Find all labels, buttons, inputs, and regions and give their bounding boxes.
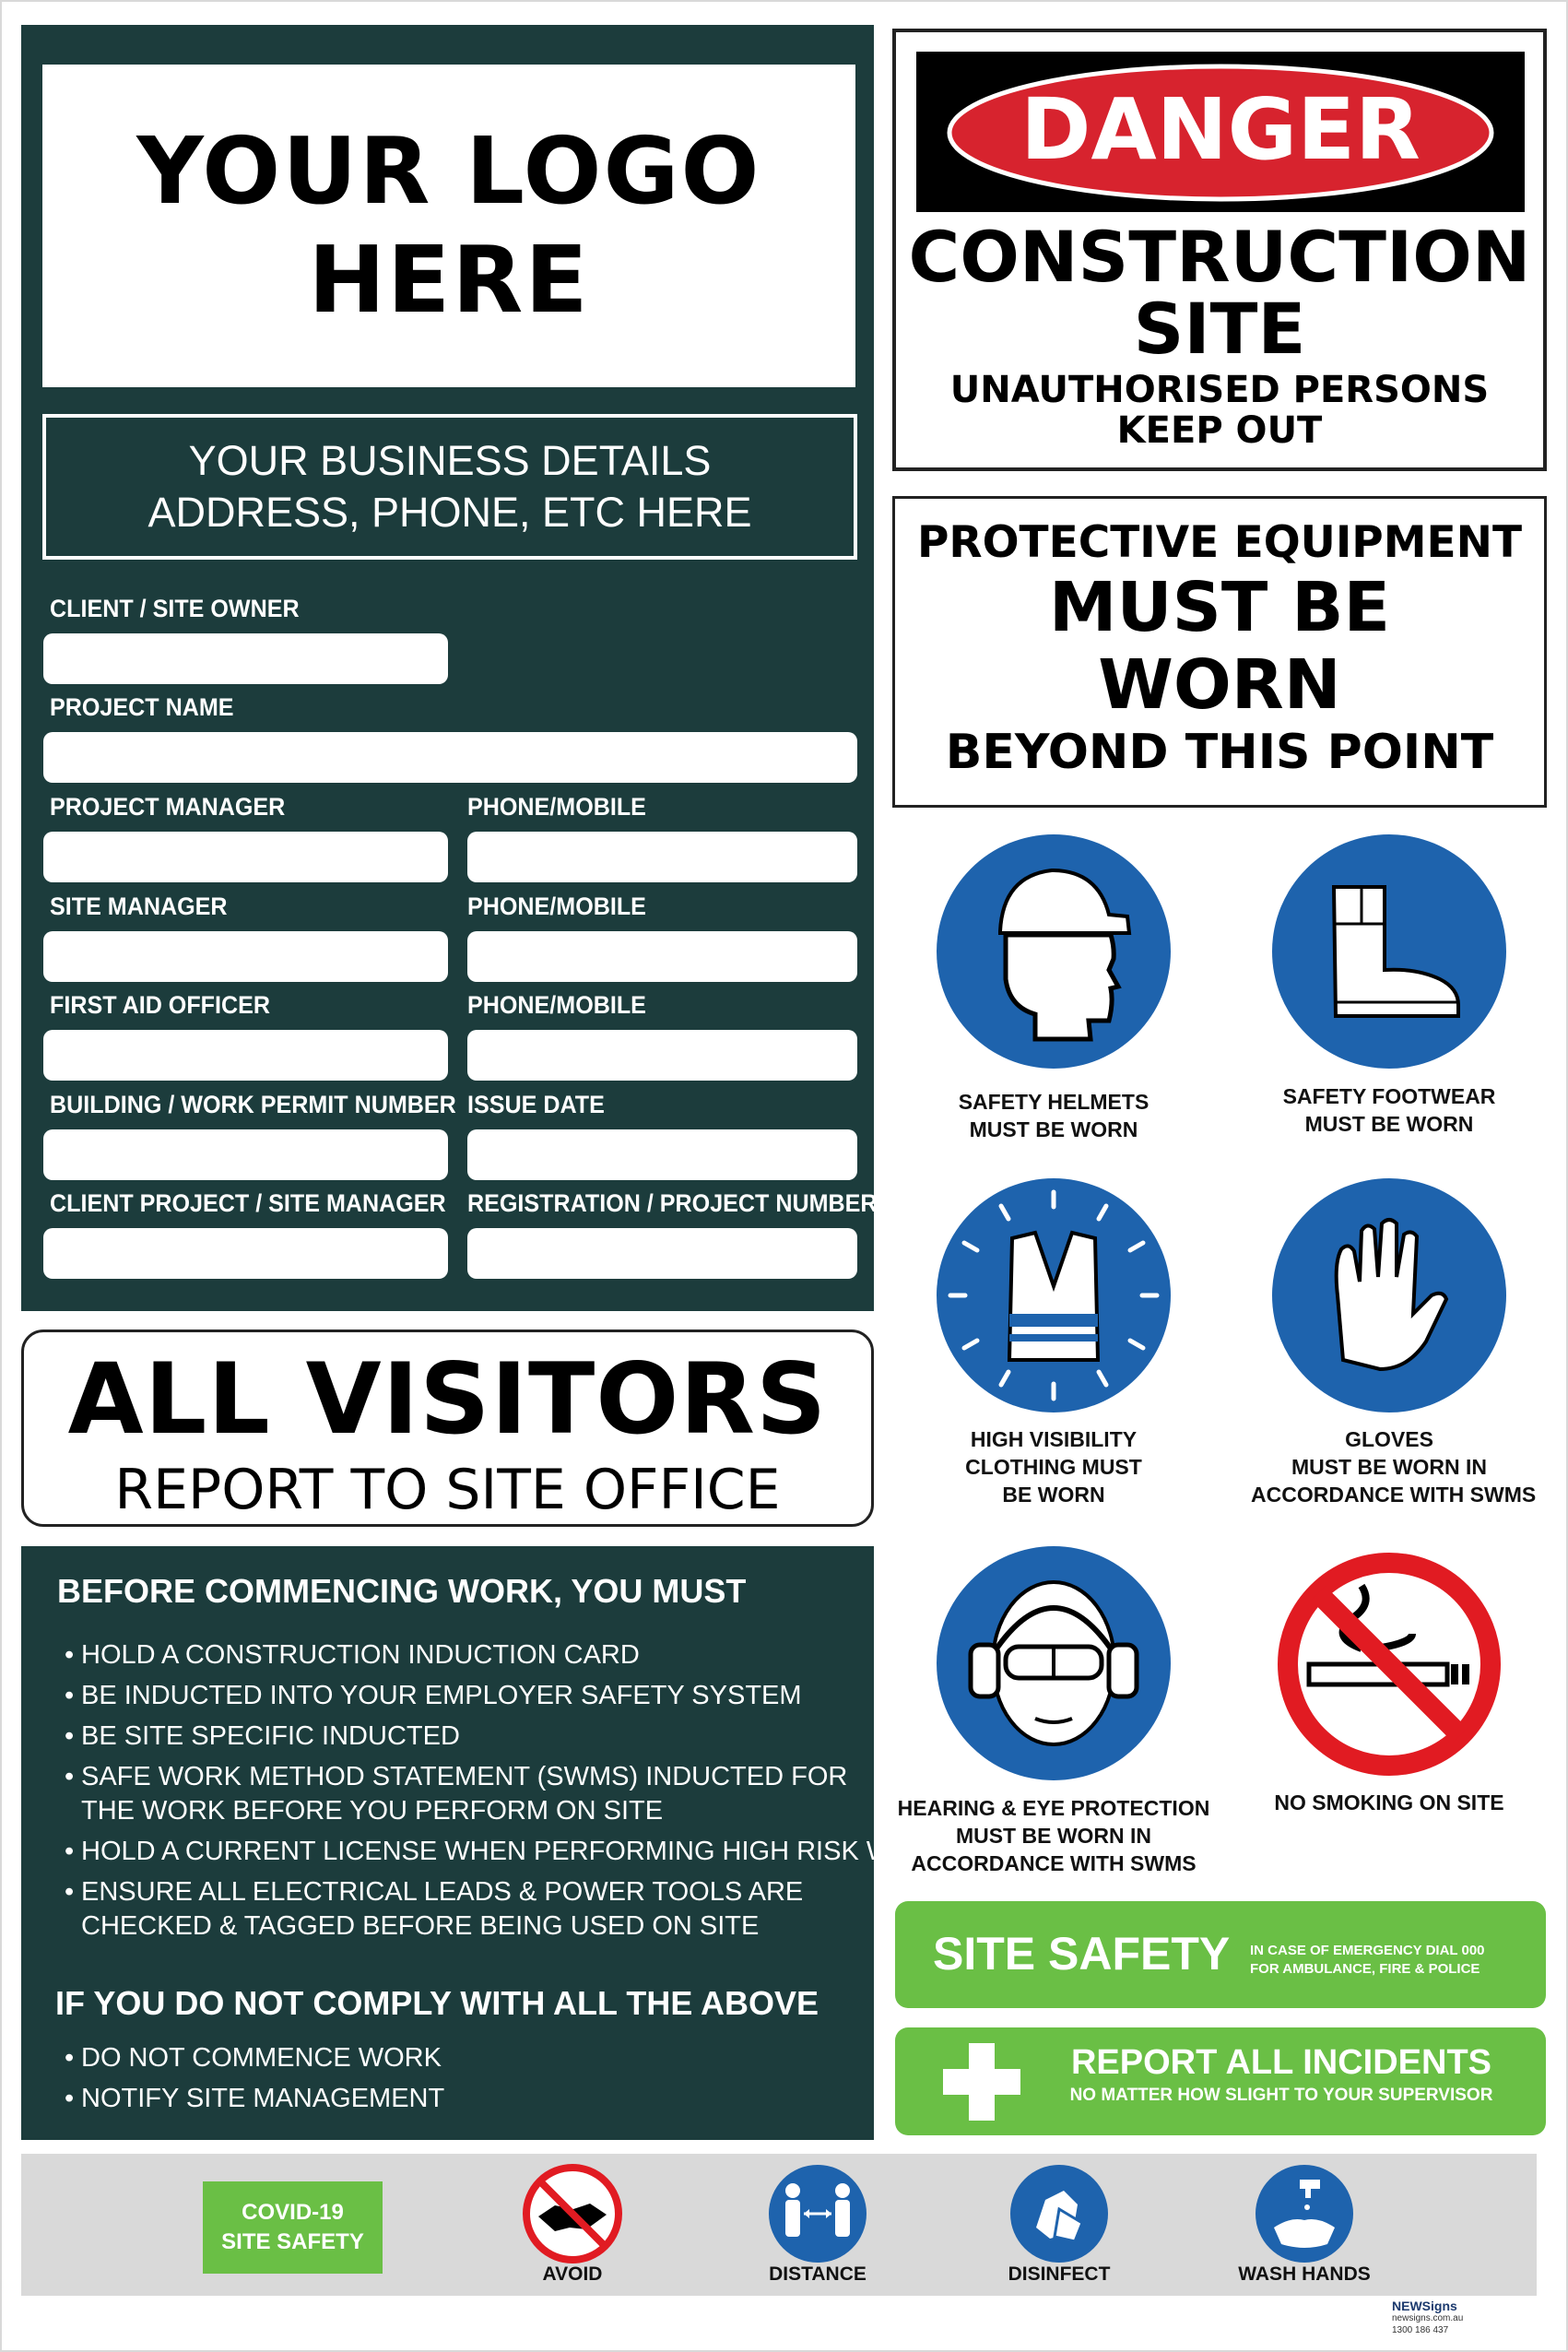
avoid-handshake-icon xyxy=(522,2163,623,2264)
first-aid-officer-field[interactable] xyxy=(43,1030,448,1081)
logo-placeholder xyxy=(42,65,855,387)
gloves-caption: GLOVES MUST BE WORN IN ACCORDANCE WITH SWMS xyxy=(1251,1427,1537,1507)
business-line-2: ADDRESS, PHONE, ETC HERE xyxy=(147,489,752,536)
visitors-subtitle: REPORT TO SITE OFFICE xyxy=(114,1458,781,1522)
list-item: • ENSURE ALL ELECTRICAL LEADS & POWER TOOLS ARE xyxy=(65,1877,804,1907)
hearing-eye-protection-icon xyxy=(934,1543,1173,1783)
ppe-line-2: MUST BE xyxy=(1048,568,1391,647)
issue-date-label: ISSUE DATE xyxy=(467,1091,605,1118)
site-manager-phone-label: PHONE/MOBILE xyxy=(467,892,646,920)
site-manager-phone-field[interactable] xyxy=(467,931,857,982)
list-item: • HOLD A CURRENT LICENSE WHEN PERFORMING HIGH RISK WORK xyxy=(65,1837,950,1866)
registration-number-field[interactable] xyxy=(467,1228,857,1279)
comply-heading: IF YOU DO NOT COMPLY WITH ALL THE ABOVE xyxy=(55,1984,819,2022)
brand-url: newsigns.com.au xyxy=(1392,2313,1464,2323)
helmet-caption: SAFETY HELMETS MUST BE WORN xyxy=(958,1090,1149,1141)
list-item: • BE INDUCTED INTO YOUR EMPLOYER SAFETY SYSTEM xyxy=(65,1681,802,1710)
list-item: • DO NOT COMMENCE WORK xyxy=(65,2043,442,2073)
business-line-1: YOUR BUSINESS DETAILS xyxy=(188,437,712,484)
safety-helmet-icon xyxy=(934,832,1173,1071)
safety-footwear-icon xyxy=(1269,832,1509,1071)
visitors-title: ALL VISITORS xyxy=(67,1342,828,1456)
no-smoking-icon xyxy=(1274,1549,1504,1779)
covid-badge: COVID-19 SITE SAFETY xyxy=(203,2181,383,2274)
distance-icon xyxy=(767,2163,868,2264)
building-permit-label: BUILDING / WORK PERMIT NUMBER xyxy=(50,1091,456,1118)
high-visibility-vest-icon xyxy=(934,1176,1173,1415)
footwear-caption: SAFETY FOOTWEAR MUST BE WORN xyxy=(1282,1084,1496,1136)
list-item: • NOTIFY SITE MANAGEMENT xyxy=(65,2084,445,2113)
site-manager-field[interactable] xyxy=(43,931,448,982)
site-safety-note: IN CASE OF EMERGENCY DIAL 000 FOR AMBULANCE, FIRE & POLICE xyxy=(1250,1943,1485,1977)
list-item: • SAFE WORK METHOD STATEMENT (SWMS) INDUCTED FOR xyxy=(65,1762,848,1791)
list-item: • BE SITE SPECIFIC INDUCTED xyxy=(65,1721,460,1751)
site-safety-title: SITE SAFETY xyxy=(933,1928,1231,1980)
avoid-label: AVOID xyxy=(542,2263,603,2285)
issue-date-field[interactable] xyxy=(467,1129,857,1180)
brand-name: NEWSigns xyxy=(1392,2299,1457,2313)
disinfect-icon xyxy=(1008,2163,1110,2264)
client-project-manager-field[interactable] xyxy=(43,1228,448,1279)
project-manager-phone-field[interactable] xyxy=(467,832,857,882)
client-project-manager-label: CLIENT PROJECT / SITE MANAGER xyxy=(50,1189,446,1217)
distance-label: DISTANCE xyxy=(769,2263,867,2285)
list-item-continuation: CHECKED & TAGGED BEFORE BEING USED ON SITE xyxy=(81,1911,760,1941)
wash-hands-label: WASH HANDS xyxy=(1238,2263,1371,2285)
ppe-line-1: PROTECTIVE EQUIPMENT xyxy=(916,517,1523,568)
wash-hands-icon xyxy=(1254,2163,1355,2264)
hearing-caption: HEARING & EYE PROTECTION MUST BE WORN IN ACCORDANCE WITH SWMS xyxy=(897,1796,1210,1875)
first-aid-officer-label: FIRST AID OFFICER xyxy=(50,991,271,1019)
business-details-box xyxy=(42,414,857,560)
project-name-field[interactable] xyxy=(43,732,857,783)
first-aid-phone-label: PHONE/MOBILE xyxy=(467,991,646,1019)
ppe-sign xyxy=(892,496,1547,808)
registration-number-label: REGISTRATION / PROJECT NUMBER xyxy=(467,1189,878,1217)
project-manager-field[interactable] xyxy=(43,832,448,882)
building-permit-field[interactable] xyxy=(43,1129,448,1180)
danger-line-1: CONSTRUCTION xyxy=(908,216,1531,298)
hivis-caption: HIGH VISIBILITY CLOTHING MUST BE WORN xyxy=(965,1427,1142,1507)
client-site-owner-label: CLIENT / SITE OWNER xyxy=(50,595,300,622)
brand-logo xyxy=(1392,2300,1475,2336)
before-work-heading: BEFORE COMMENCING WORK, YOU MUST xyxy=(57,1572,747,1610)
ppe-line-4: BEYOND THIS POINT xyxy=(945,725,1494,780)
project-manager-phone-label: PHONE/MOBILE xyxy=(467,793,646,821)
report-incidents-note: NO MATTER HOW SLIGHT TO YOUR SUPERVISOR xyxy=(1069,2086,1493,2105)
danger-line-4: KEEP OUT xyxy=(1116,409,1323,452)
disinfect-label: DISINFECT xyxy=(1008,2263,1111,2285)
site-manager-label: SITE MANAGER xyxy=(50,892,228,920)
list-item-continuation: THE WORK BEFORE YOU PERFORM ON SITE xyxy=(81,1796,664,1826)
logo-line-2: HERE xyxy=(308,226,590,334)
first-aid-phone-field[interactable] xyxy=(467,1030,857,1081)
gloves-icon xyxy=(1269,1176,1509,1415)
first-aid-cross-icon xyxy=(943,2043,1020,2121)
danger-line-2: SITE xyxy=(1133,288,1306,370)
ppe-line-3: WORN xyxy=(1098,645,1341,725)
client-site-owner-field[interactable] xyxy=(43,633,448,684)
logo-line-1: YOUR LOGO xyxy=(136,117,761,225)
danger-label: DANGER xyxy=(1020,80,1421,179)
brand-phone: 1300 186 437 xyxy=(1392,2325,1449,2335)
visitors-sign xyxy=(21,1330,874,1527)
nosmoking-caption: NO SMOKING ON SITE xyxy=(1274,1791,1504,1814)
project-manager-label: PROJECT MANAGER xyxy=(50,793,286,821)
list-item: • HOLD A CONSTRUCTION INDUCTION CARD xyxy=(65,1640,640,1670)
project-name-label: PROJECT NAME xyxy=(50,693,234,721)
danger-line-3: UNAUTHORISED PERSONS xyxy=(949,369,1490,411)
report-incidents-title: REPORT ALL INCIDENTS xyxy=(1070,2043,1492,2082)
